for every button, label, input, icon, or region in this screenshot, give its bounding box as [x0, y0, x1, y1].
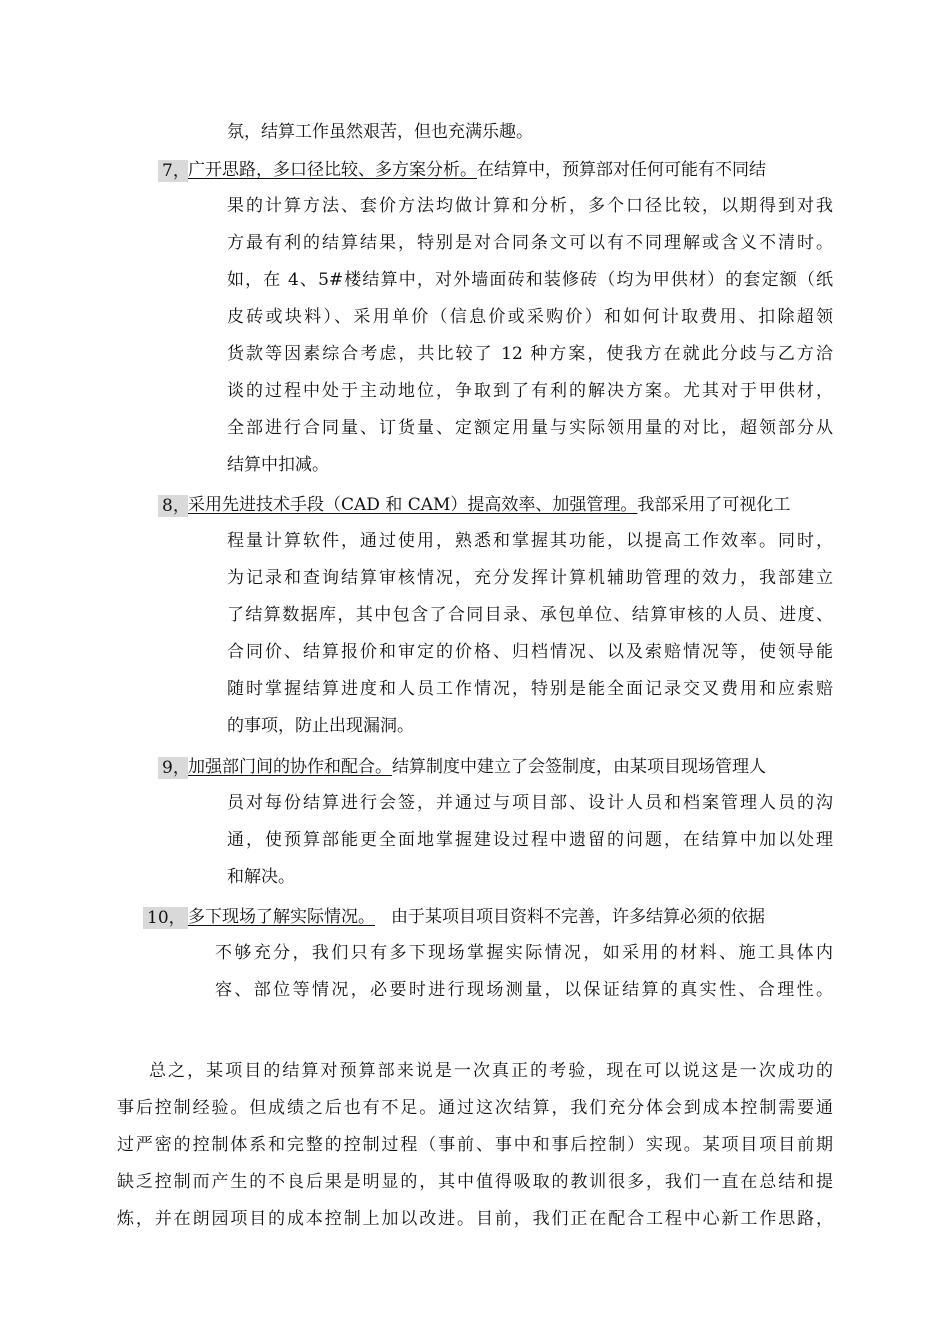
- item8-line: 为记录和查询结算审核情况，充分发挥计算机辅助管理的效力，我部建立: [227, 568, 833, 588]
- item9-number: 9，: [158, 757, 188, 779]
- item9-line: 和解决。: [227, 867, 295, 887]
- item7-first-text: 在结算中，预算部对任何可能有不同结: [477, 160, 766, 180]
- item7-line: 皮砖或块料）、采用单价（信息价或采购价）和如何计取费用、扣除超领: [227, 307, 833, 327]
- item9-first-line: [188, 755, 833, 779]
- item8-number: 8，: [158, 495, 188, 517]
- item7-line: 谈的过程中处于主动地位，争取到了有利的解决方案。尤其对于甲供材，: [227, 381, 833, 401]
- item6-tail: 氛，结算工作虽然艰苦，但也充满乐趣。: [227, 122, 533, 142]
- item8-line: 了结算数据库，其中包含了合同目录、承包单位、结算审核的人员、进度、: [227, 605, 833, 625]
- item7-line: 果的计算方法、套价方法均做计算和分析，多个口径比较，以期得到对我: [227, 196, 833, 216]
- item10-first-text: 由于某项目项目资料不完善，许多结算必须的依据: [391, 907, 765, 927]
- item10-first-line: [188, 905, 833, 929]
- item7-line: 方最有利的结算结果，特别是对合同条文可以有不同理解或含义不清时。: [227, 233, 833, 253]
- item10-line: 不够充分，我们只有多下现场掌握实际情况，如采用的材料、施工具体内: [215, 943, 833, 963]
- item9-heading: 加强部门间的协作和配合。: [188, 757, 392, 777]
- item9-first-text: 结算制度中建立了会签制度，由某项目现场管理人: [392, 757, 766, 777]
- item7-line: 如，在 4、5#楼结算中，对外墙面砖和装修砖（均为甲供材）的套定额（纸: [227, 270, 833, 290]
- summary-line: 过严密的控制体系和完整的控制过程（事前、事中和事后控制）实现。某项目项目前期: [117, 1135, 833, 1155]
- item10-heading: 多下现场了解实际情况。: [188, 907, 375, 927]
- item8-line: 程量计算软件，通过使用，熟悉和掌握其功能，以提高工作效率。同时，: [227, 531, 833, 551]
- item8-heading: 采用先进技术手段（CAD 和 CAM）提高效率、加强管理。: [188, 495, 638, 515]
- item8-line: 的事项，防止出现漏洞。: [227, 716, 414, 736]
- item7-number: 7，: [158, 160, 188, 182]
- item7-line: 全部进行合同量、订货量、定额定用量与实际领用量的对比，超领部分从: [227, 418, 833, 438]
- item8-first-text: 我部采用了可视化工: [637, 495, 791, 515]
- item7-line: 货款等因素综合考虑，共比较了 12 种方案，使我方在就此分歧与乙方洽: [227, 344, 833, 364]
- item10-number: 10，: [143, 907, 188, 929]
- item9-line: 员对每份结算进行会签，并通过与项目部、设计人员和档案管理人员的沟: [227, 793, 833, 813]
- item9-line: 通，使预算部能更全面地掌握建设过程中遗留的问题，在结算中加以处理: [227, 830, 833, 850]
- item7-first-line: [188, 158, 833, 182]
- summary-line: 缺乏控制而产生的不良后果是明显的，其中值得吸取的教训很多，我们一直在总结和提: [117, 1172, 833, 1192]
- summary-line: 炼，并在朗园项目的成本控制上加以改进。目前，我们正在配合工程中心新工作思路，: [117, 1209, 833, 1229]
- item7-line: 结算中扣减。: [227, 455, 329, 475]
- item8-first-line: [188, 493, 833, 517]
- summary-line: 总之，某项目的结算对预算部来说是一次真正的考验，现在可以说这是一次成功的: [149, 1061, 833, 1081]
- item7-heading: 广开思路，多口径比较、多方案分析。: [188, 160, 477, 180]
- summary-line: 事后控制经验。但成绩之后也有不足。通过这次结算，我们充分体会到成本控制需要通: [117, 1098, 833, 1118]
- item8-line: 随时掌握结算进度和人员工作情况，特别是能全面记录交叉费用和应索赔: [227, 679, 833, 699]
- item10-line: 容、部位等情况，必要时进行现场测量，以保证结算的真实性、合理性。: [215, 980, 833, 1000]
- item8-line: 合同价、结算报价和审定的价格、归档情况、以及索赔情况等，使领导能: [227, 642, 833, 662]
